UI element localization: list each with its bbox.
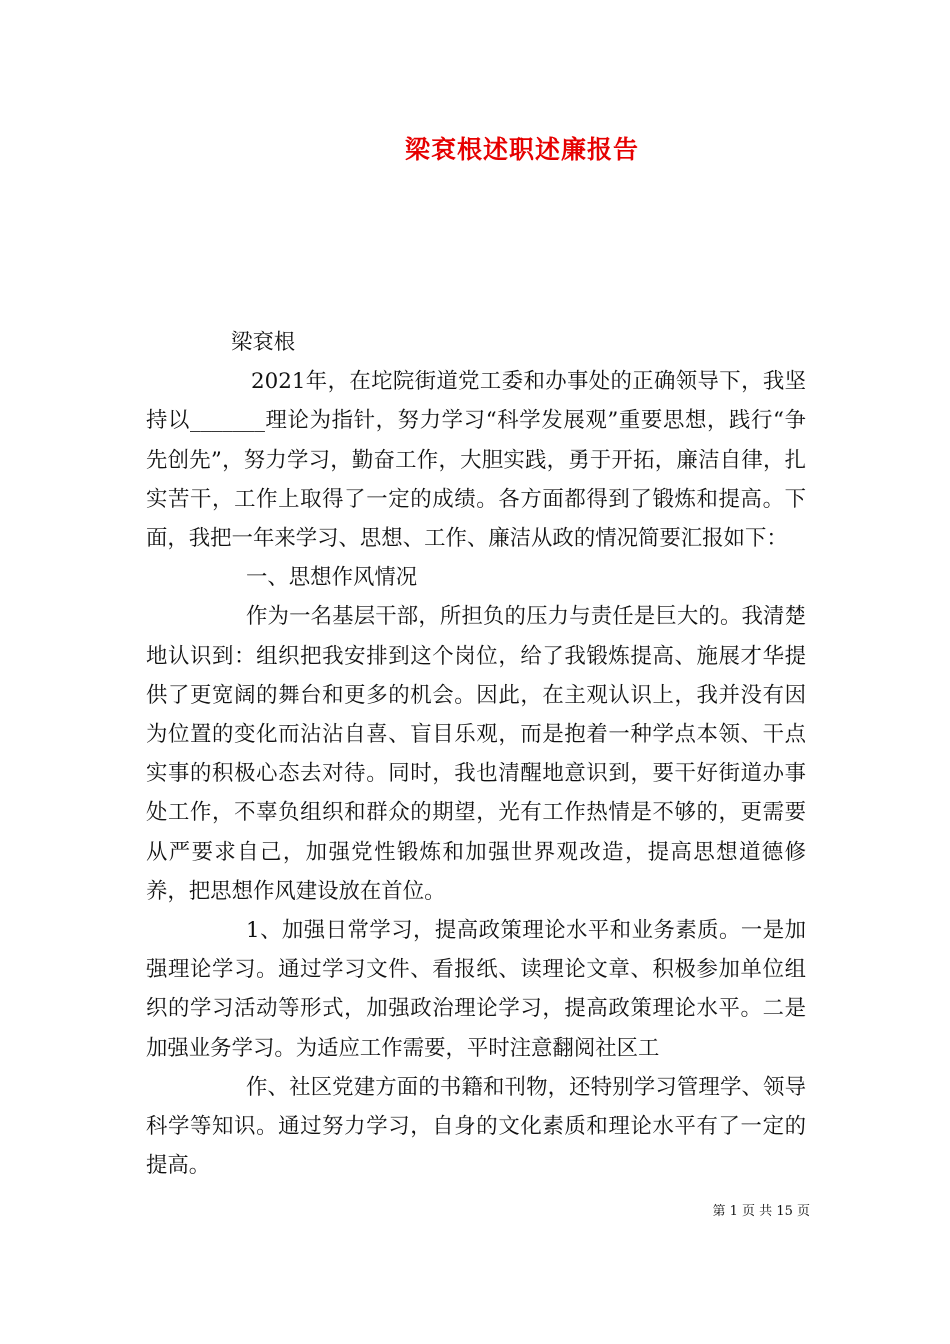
document-title: 梁袞根述职述廉报告 — [404, 135, 639, 164]
paragraph-study-continued: 作、社区党建方面的书籍和刊物，还特别学习管理学、领导科学等知识。通过努力学习，自身的文化素质和理论水平有了一定的提高。 — [146, 1074, 806, 1179]
paragraph-study: 1、加强日常学习，提高政策理论水平和业务素质。一是加强理论学习。通过学习文件、看报纸、读理论文章、积极参加单位组织的学习活动等形式，加强政治理论学习，提高政策理论水平。二是加强业务学习。为适应工作需要，平时注意翻阅社区工 — [146, 918, 806, 1061]
paragraph-ideology: 作为一名基层干部，所担负的压力与责任是巨大的。我清楚地认识到：组织把我安排到这个岗位，给了我锻炼提高、施展才华提供了更宽阔的舞台和更多的机会。因此，在主观认识上，我并没有因为位置的变化而沾沾自喜、盲目乐观，而是抱着一种学点本领、干点实事的积极心态去对待。同时，我也清醒地意识到，要干好街道办事处工作，不辜负组织和群众的期望，光有工作热情是不够的，更需要从严要求自己，加强党性锻炼和加强世界观改造，提高思想道德修养，把思想作风建设放在首位。 — [146, 604, 806, 904]
author-name: 梁袞根 — [231, 330, 296, 355]
page-number: 第 1 页 共 15 页 — [712, 1204, 810, 1219]
paragraph-intro: 2021年，在坨院街道党工委和办事处的正确领导下，我坚持以_______理论为指针，努力学习“科学发展观”重要思想，践行“争先创先”，努力学习，勤奋工作，大胆实践，勇于开拓，廉洁自律，扎实苦干，工作上取得了一定的成绩。各方面都得到了锻炼和提高。下面，我把一年来学习、思想、工作、廉洁从政的情况简要汇报如下： — [146, 369, 806, 552]
section-heading-ideology: 一、思想作风情况 — [246, 565, 418, 591]
document-body — [146, 323, 806, 1185]
